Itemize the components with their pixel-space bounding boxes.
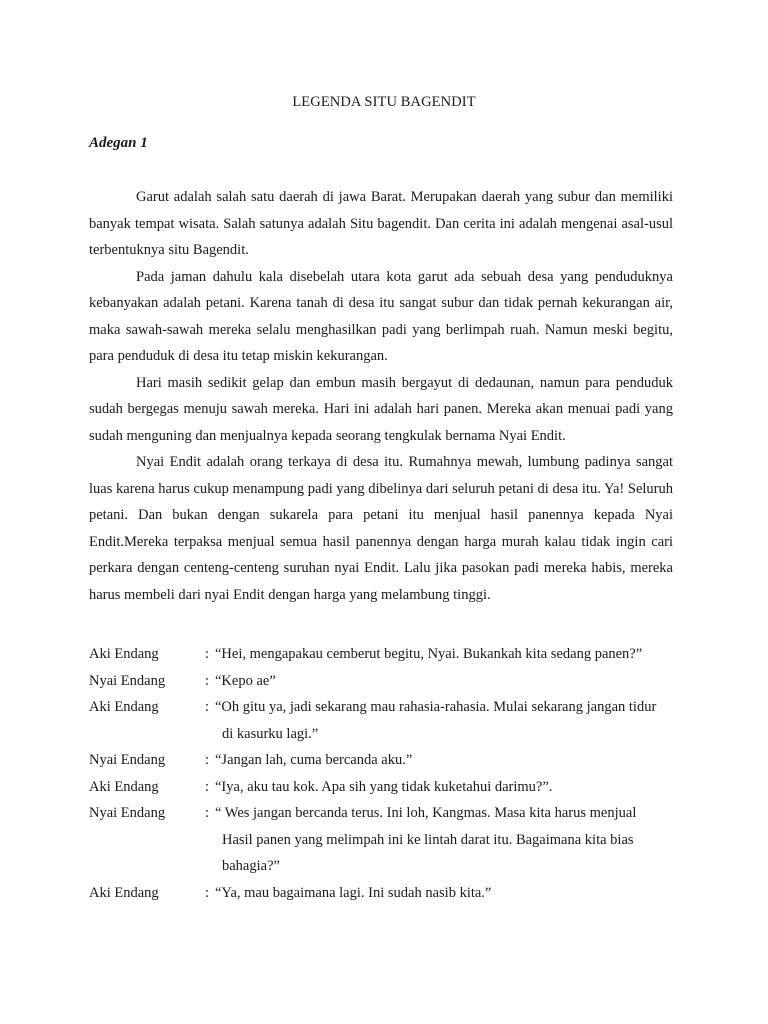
paragraph: Garut adalah salah satu daerah di jawa Barat. Merupakan daerah yang subur dan memiliki banyak tempat wisata. Salah satunya adalah Situ bagendit. Dan cerita ini adalah mengenai asal-usul terbentuknya situ Bagendit. [89,189,673,258]
speaker-name: Aki Endang [89,778,159,795]
utterance-text: “Hei, mengapakau cemberut begitu, Nyai. Bukankah kita sedang panen?” [215,646,643,662]
utterance-text: “Kepo ae” [215,672,276,689]
speaker-colon: : [205,672,210,689]
speaker-name: Aki Endang [89,646,159,662]
speaker-name: Nyai Endang [89,752,166,768]
utterance-text: “Oh gitu ya, jadi sekarang mau rahasia-rahasia. Mulai sekarang jangan tidur [215,699,657,715]
utterance-continuation: Hasil panen yang melimpah ini ke lintah darat itu. Bagaimana kita bias bahagia?” [222,831,634,874]
speaker-colon: : [205,752,210,768]
speaker-colon: : [205,805,210,821]
paragraph: Nyai Endit adalah orang terkaya di desa itu. Rumahnya mewah, lumbung padinya sangat luas karena harus cukup menampung padi yang dibelinya dari seluruh petani di desa itu. Ya! Seluruh petani. Dan bukan dengan sukarela para petani itu menjual hasil panennya kepada Nyai Endit.Mereka terpaksa menjual semua hasil panennya dengan harga murah kalau tidak ingin cari perkara dengan centeng-centeng suruhan nyai Endit. Lalu jika pasokan padi mereka habis, mereka harus membeli dari nyai Endit dengan harga yang melambung tinggi. [89,454,673,603]
dialogue-line [89,800,689,880]
utterance [215,774,689,801]
speaker-name: Aki Endang [89,884,159,901]
utterance-continuation: di kasurku lagi.” [222,725,319,742]
dialogue-line [89,668,689,695]
speaker-colon: : [205,646,210,662]
speaker-name: Nyai Endang [89,672,166,689]
dialogue-line [89,641,689,668]
speaker-colon: : [205,778,210,795]
utterance [215,800,689,880]
dialogue-line [89,747,689,774]
utterance-text: “Iya, aku tau kok. Apa sih yang tidak kuketahui darimu?”. [215,778,553,795]
utterance [215,694,689,747]
speaker-name: Nyai Endang [89,805,166,821]
utterance [215,747,689,774]
speaker-name: Aki Endang [89,699,159,715]
narrative-text [89,184,673,608]
paragraph: Pada jaman dahulu kala disebelah utara kota garut ada sebuah desa yang penduduknya kebanyakan adalah petani. Karena tanah di desa itu sangat subur dan tidak pernah kekurangan air, maka sawah-sawah mereka selalu menghasilkan padi yang berlimpah ruah. Namun meski begitu, para penduduk di desa itu tetap miskin kekurangan. [89,268,673,364]
document-title: LEGENDA SITU BAGENDIT [292,94,476,110]
utterance [215,668,689,695]
speaker-colon: : [205,884,210,901]
utterance-text: “Jangan lah, cuma bercanda aku.” [215,752,413,768]
paragraph: Hari masih sedikit gelap dan embun masih bergayut di dedaunan, namun para penduduk sudah bergegas menuju sawah mereka. Hari ini adalah hari panen. Mereka akan menuai padi yang sudah menguning dan menjualnya kepada seorang tengkulak bernama Nyai Endit. [89,374,673,444]
utterance-text: “Ya, mau bagaimana lagi. Ini sudah nasib kita.” [215,884,492,901]
scene-heading: Adegan 1 [89,135,148,151]
dialogue-block [89,641,689,906]
utterance [215,641,689,668]
dialogue-line [89,694,689,747]
dialogue-line [89,880,689,907]
utterance-text: “ Wes jangan bercanda terus. Ini loh, Kangmas. Masa kita harus menjual [215,805,637,821]
utterance [215,880,689,907]
speaker-colon: : [205,699,210,715]
dialogue-line [89,774,689,801]
